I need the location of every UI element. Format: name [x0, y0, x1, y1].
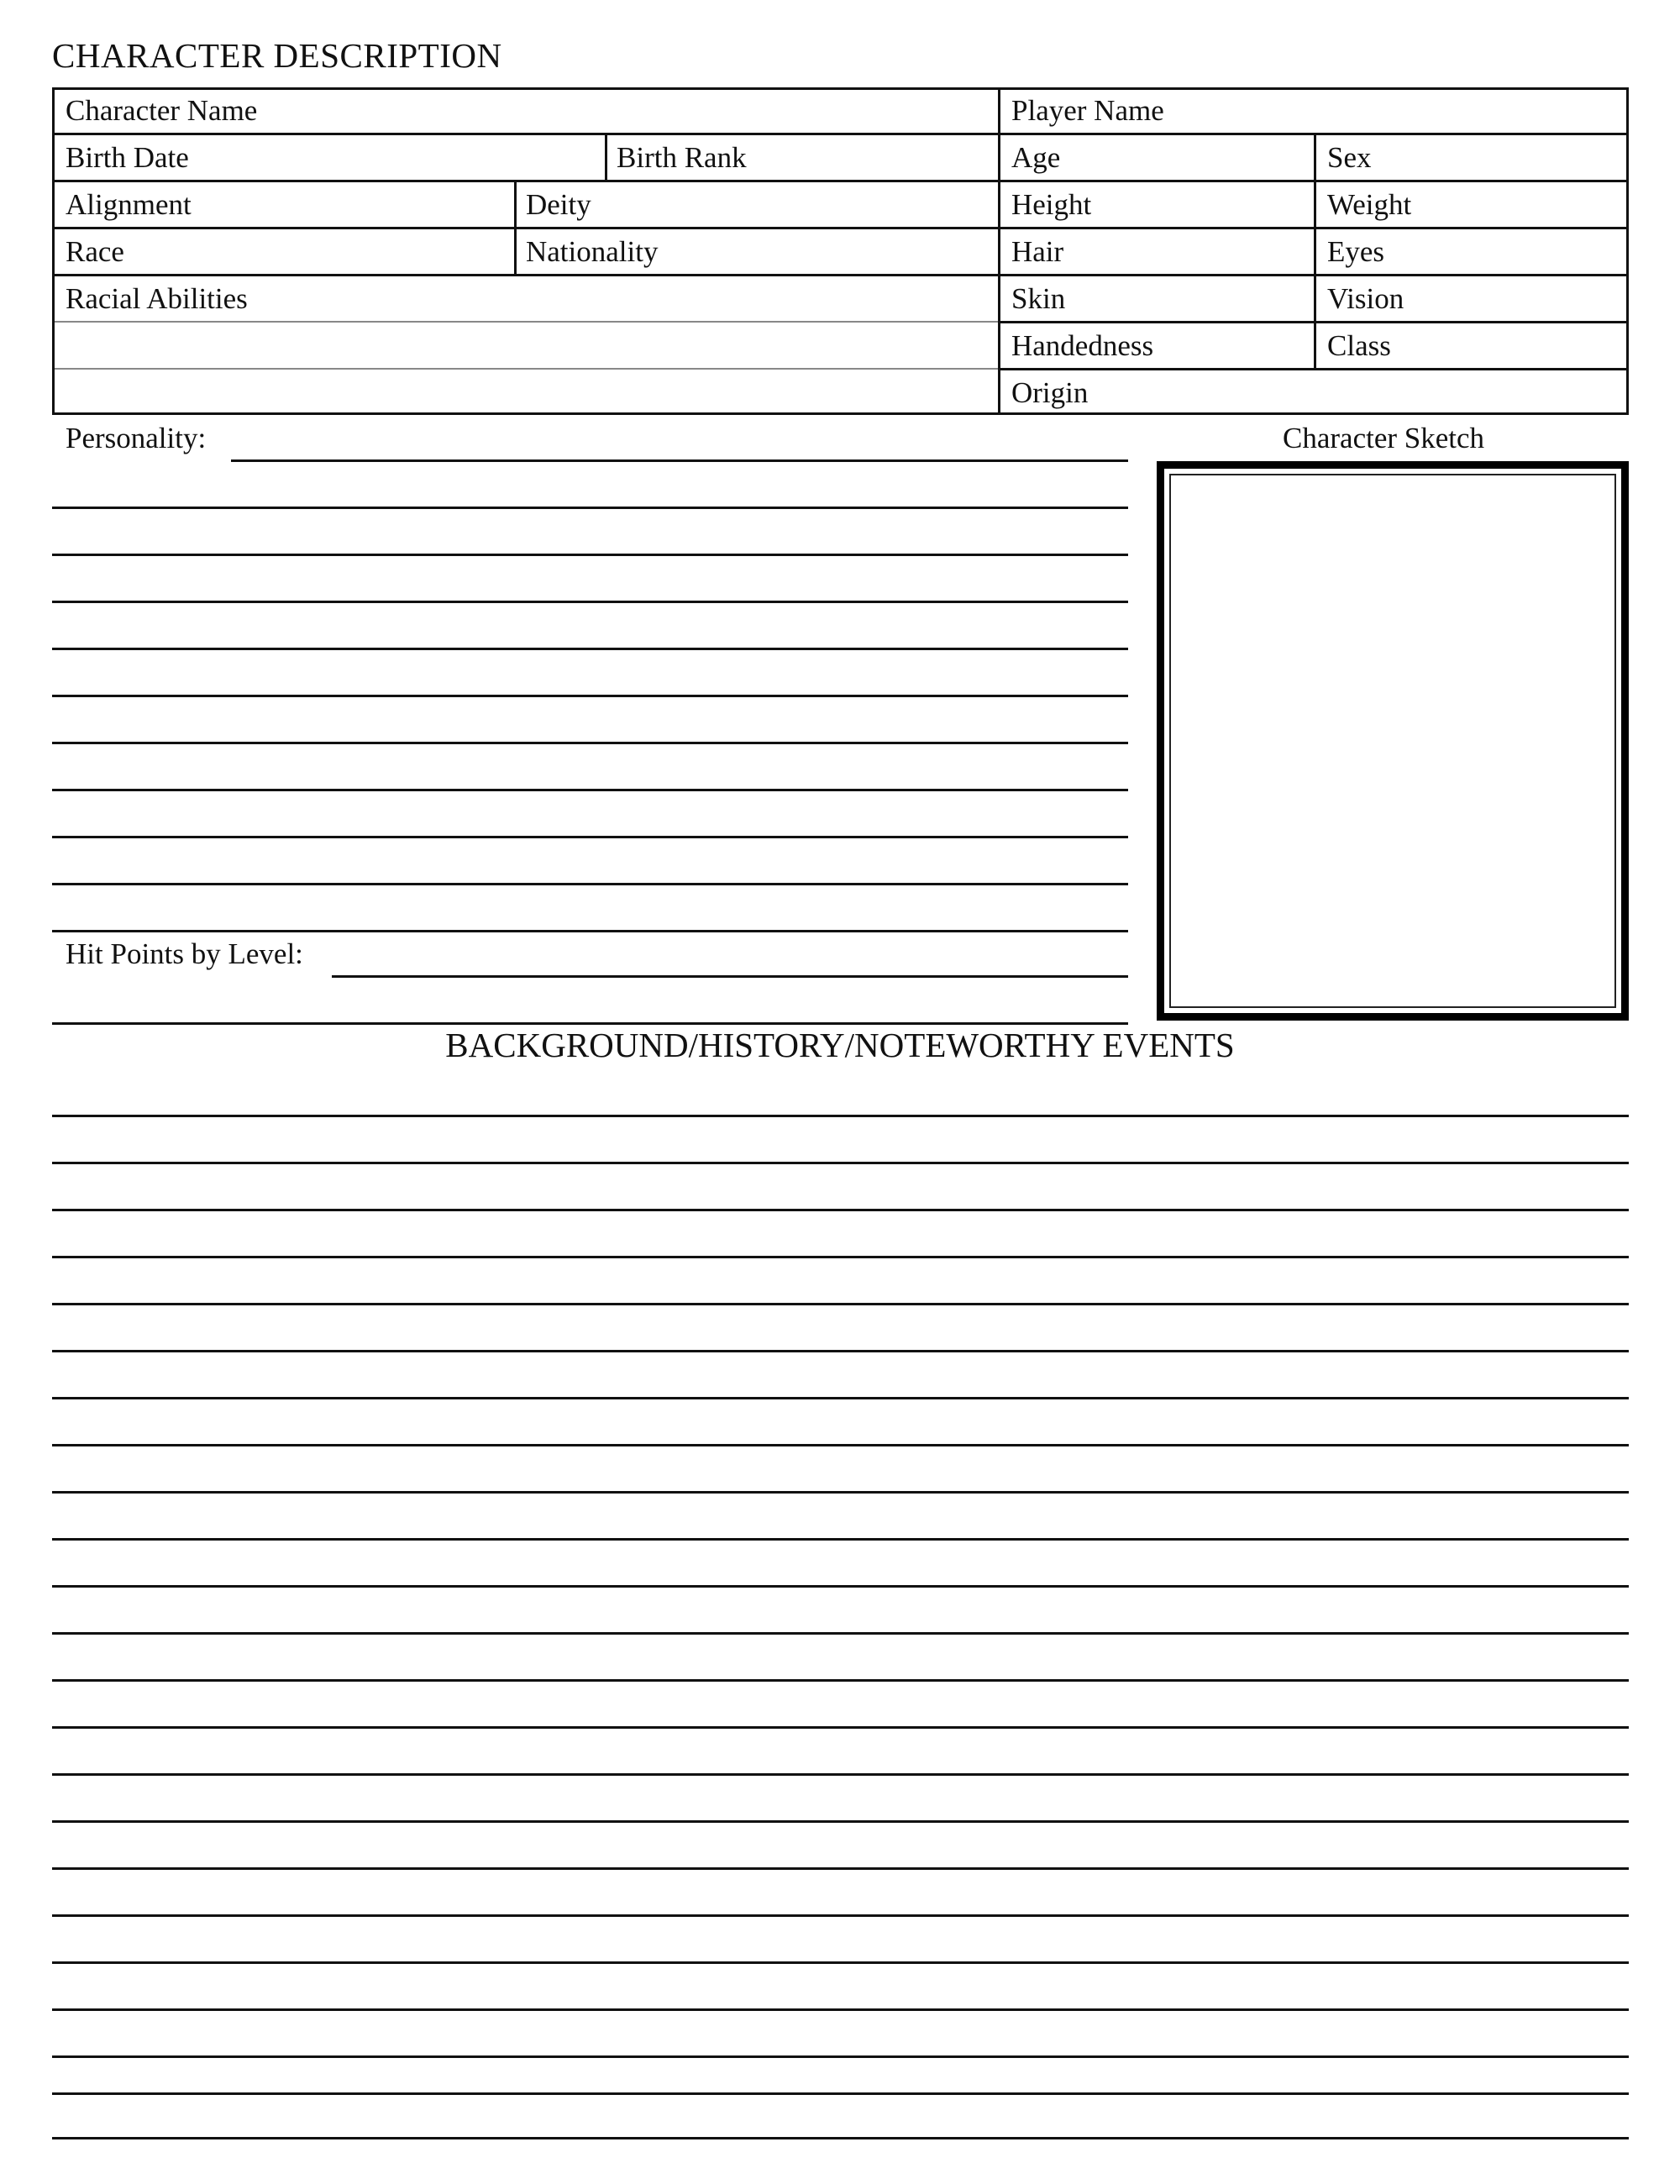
background-line[interactable] — [52, 1632, 1629, 1635]
background-line[interactable] — [52, 1538, 1629, 1541]
background-line[interactable] — [52, 1303, 1629, 1305]
height-field[interactable]: Height — [1011, 188, 1092, 221]
character-info-table — [52, 87, 1629, 415]
table-row-divider — [52, 133, 1629, 135]
racial-abilities-line — [55, 321, 1000, 323]
character-name-field[interactable]: Character Name — [66, 94, 258, 127]
sex-field[interactable]: Sex — [1327, 141, 1372, 174]
table-row-divider — [52, 274, 1629, 276]
class-field[interactable]: Class — [1327, 329, 1391, 362]
background-line[interactable] — [52, 2008, 1629, 2011]
alignment-field[interactable]: Alignment — [66, 188, 192, 221]
page-title: CHARACTER DESCRIPTION — [52, 36, 502, 75]
background-line[interactable] — [52, 1585, 1629, 1588]
hair-field[interactable]: Hair — [1011, 235, 1064, 268]
background-line[interactable] — [52, 2092, 1629, 2095]
background-title: BACKGROUND/HISTORY/NOTEWORTHY EVENTS — [445, 1026, 1235, 1064]
personality-line[interactable] — [52, 601, 1128, 603]
character-sketch-label: Character Sketch — [1283, 422, 1485, 454]
skin-field[interactable]: Skin — [1011, 282, 1066, 315]
racial-abilities-field[interactable]: Racial Abilities — [66, 282, 248, 315]
personality-line[interactable] — [52, 507, 1128, 509]
personality-line[interactable] — [52, 789, 1128, 791]
background-line[interactable] — [52, 1820, 1629, 1823]
background-line[interactable] — [52, 1397, 1629, 1399]
hit-points-line[interactable] — [332, 975, 1128, 978]
personality-label: Personality: — [66, 422, 207, 454]
origin-field[interactable]: Origin — [1011, 376, 1089, 409]
background-line[interactable] — [52, 1679, 1629, 1682]
personality-line[interactable] — [231, 459, 1128, 462]
background-line[interactable] — [52, 1256, 1629, 1258]
table-col-divider — [1314, 133, 1316, 368]
vision-field[interactable]: Vision — [1327, 282, 1404, 315]
table-col-divider — [514, 180, 517, 274]
weight-field[interactable]: Weight — [1327, 188, 1412, 221]
eyes-field[interactable]: Eyes — [1327, 235, 1385, 268]
background-line[interactable] — [52, 1914, 1629, 1917]
background-line[interactable] — [52, 1209, 1629, 1211]
racial-abilities-line — [55, 368, 1000, 370]
personality-line[interactable] — [52, 695, 1128, 697]
background-line[interactable] — [52, 1867, 1629, 1870]
personality-line[interactable] — [52, 648, 1128, 650]
background-line[interactable] — [52, 1726, 1629, 1729]
handedness-field[interactable]: Handedness — [1011, 329, 1154, 362]
deity-field[interactable]: Deity — [526, 188, 591, 221]
table-row-divider — [52, 227, 1629, 229]
personality-line[interactable] — [52, 554, 1128, 556]
table-row-divider — [52, 180, 1629, 182]
hit-points-label: Hit Points by Level: — [66, 937, 303, 970]
background-line[interactable] — [52, 1773, 1629, 1776]
personality-line[interactable] — [52, 836, 1128, 838]
background-line[interactable] — [52, 1961, 1629, 1964]
background-line[interactable] — [52, 1444, 1629, 1446]
age-field[interactable]: Age — [1011, 141, 1061, 174]
character-sketch-inner-frame — [1169, 474, 1616, 1008]
background-line[interactable] — [52, 1350, 1629, 1352]
birth-rank-field[interactable]: Birth Rank — [617, 141, 747, 174]
birth-date-field[interactable]: Birth Date — [66, 141, 189, 174]
table-col-divider — [605, 133, 607, 180]
background-line[interactable] — [52, 1491, 1629, 1494]
background-line[interactable] — [52, 2137, 1629, 2139]
table-col-divider — [998, 87, 1000, 415]
background-line[interactable] — [52, 1115, 1629, 1117]
table-row-divider — [1000, 368, 1629, 370]
nationality-field[interactable]: Nationality — [526, 235, 659, 268]
player-name-field[interactable]: Player Name — [1011, 94, 1164, 127]
personality-line[interactable] — [52, 883, 1128, 885]
background-line[interactable] — [52, 2055, 1629, 2058]
race-field[interactable]: Race — [66, 235, 124, 268]
personality-line[interactable] — [52, 742, 1128, 744]
background-line[interactable] — [52, 1162, 1629, 1164]
personality-line[interactable] — [52, 930, 1128, 932]
